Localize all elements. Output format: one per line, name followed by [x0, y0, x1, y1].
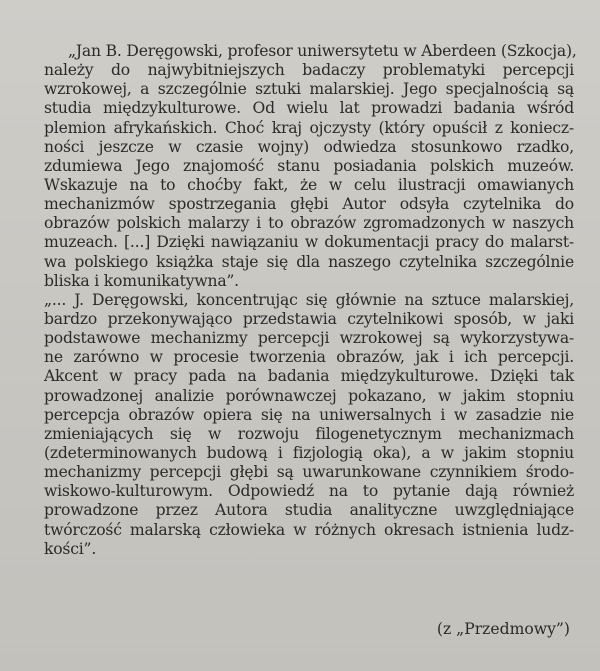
text-line: wiskowo-kulturowym. Odpowiedź na to pytanie dają również	[44, 482, 574, 501]
text-line: mechanizmów spostrzegania głębi Autor odsyła czytelnika do	[44, 195, 574, 214]
text-line: Akcent w pracy pada na badania międzykulturowe. Dzięki tak	[44, 367, 574, 386]
text-line: plemion afrykańskich. Choć kraj ojczysty (który opuścił z koniecz-	[44, 118, 574, 137]
text-line: „... J. Deręgowski, koncentrując się głównie na sztuce malarskiej,	[44, 290, 574, 309]
text-line: mechanizmy percepcji głębi są uwarunkowane czynnikiem środo-	[44, 463, 574, 482]
text-line: ności jeszcze w czasie wojny) odwiedza stosunkowo rzadko,	[44, 137, 574, 156]
text-line: zmieniających się w rozwoju filogenetycznym mechanizmach	[44, 424, 574, 443]
text-line: zdumiewa Jego znajomość stanu posiadania polskich muzeów.	[44, 156, 574, 175]
text-line: ne zarówno w procesie tworzenia obrazów, jak i ich percepcji.	[44, 348, 574, 367]
text-line: twórczość malarską człowieka w różnych okresach istnienia ludz-	[44, 520, 574, 539]
text-line: kości”.	[44, 539, 97, 558]
text-line: percepcja obrazów opiera się na uniwersalnych i w zasadzie nie	[44, 405, 574, 424]
text-line: prowadzone przez Autora studia analityczne uwzględniające	[44, 501, 574, 520]
text-line: bardzo przekonywająco przedstawia czytelnikowi sposób, w jaki	[44, 309, 574, 328]
quote-text	[44, 42, 577, 559]
quote-source: (z „Przedmowy”)	[436, 620, 570, 638]
text-line: studia międzykulturowe. Od wielu lat prowadzi badania wśród	[44, 99, 574, 118]
text-line: „Jan B. Deręgowski, profesor uniwersytetu w Aberdeen (Szkocja),	[68, 42, 577, 60]
text-line: wzrokowej, a szczególnie sztuki malarskiej. Jego specjalnością są	[44, 80, 574, 99]
text-line: prowadzonej analizie porównawczej pokazano, w jakim stopniu	[44, 386, 574, 405]
text-line: wa polskiego książka staje się dla naszego czytelnika szczególnie	[44, 252, 574, 271]
text-line: Wskazuje na to choćby fakt, że w celu ilustracji omawianych	[44, 175, 574, 194]
text-line: podstawowe mechanizmy percepcji wzrokowej są wykorzystywa-	[44, 329, 574, 348]
text-line: bliska i komunikatywna”.	[44, 271, 239, 290]
text-line: należy do najwybitniejszych badaczy problematyki percepcji	[44, 61, 574, 80]
text-line: muzeach. [...] Dzięki nawiązaniu w dokumentacji pracy do malarst-	[44, 233, 574, 252]
text-line: obrazów polskich malarzy i to obrazów zgromadzonych w naszych	[44, 214, 574, 233]
text-line: (zdeterminowanych budową i fizjologią oka), a w jakim stopniu	[44, 443, 574, 462]
